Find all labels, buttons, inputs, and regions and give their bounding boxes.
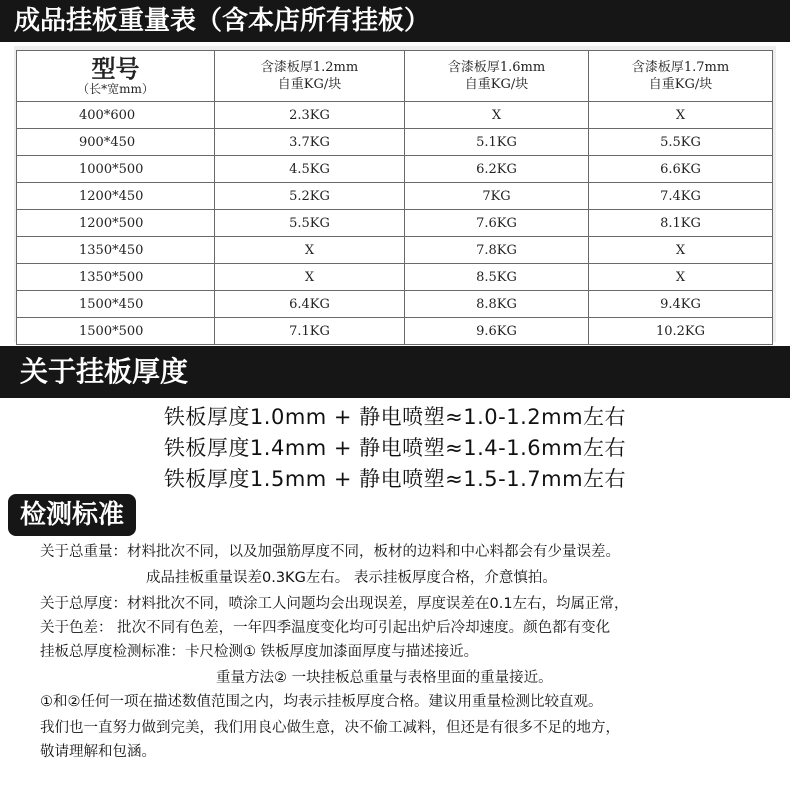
note-line: ①和②任何一项在描述数值范围之内，均表示挂板厚度合格。建议用重量检测比较直观。: [40, 694, 603, 710]
size-cell: 1350*500: [17, 264, 215, 291]
note-line: 重量方法② 一块挂板总重量与表格里面的重量接近。: [216, 670, 553, 686]
thickness-list: [0, 402, 790, 495]
thickness-heading: 关于挂板厚度: [0, 346, 790, 398]
table-row: [17, 102, 773, 129]
size-cell: 900*450: [17, 129, 215, 156]
table-row: [17, 291, 773, 318]
size-cell: 1350*450: [17, 237, 215, 264]
weight-cell: X: [405, 102, 589, 129]
header-col-1: [215, 51, 405, 102]
weight-cell: 5.1KG: [405, 129, 589, 156]
thickness-line: 铁板厚度1.0mm + 静电喷塑≈1.0-1.2mm左右: [163, 405, 627, 429]
weight-cell: X: [215, 264, 405, 291]
table-row: [17, 156, 773, 183]
weight-cell: X: [589, 264, 773, 291]
note-line: 敬请理解和包涵。: [40, 744, 156, 760]
weight-cell: 5.2KG: [215, 183, 405, 210]
weight-cell: 9.6KG: [405, 318, 589, 345]
weight-cell: 6.6KG: [589, 156, 773, 183]
header-model: [17, 51, 215, 102]
weight-cell: 6.2KG: [405, 156, 589, 183]
weight-table-panel: [14, 46, 776, 342]
size-cell: 1500*450: [17, 291, 215, 318]
weight-cell: X: [215, 237, 405, 264]
weight-table: [16, 50, 773, 345]
table-row: [17, 264, 773, 291]
weight-cell: 7.8KG: [405, 237, 589, 264]
note-line: 我们也一直努力做到完美，我们用良心做生意，决不偷工减料，但还是有很多不足的地方，: [40, 720, 620, 736]
weight-cell: 5.5KG: [589, 129, 773, 156]
weight-cell: X: [589, 102, 773, 129]
weight-cell: 6.4KG: [215, 291, 405, 318]
size-cell: 400*600: [17, 102, 215, 129]
weight-cell: 2.3KG: [215, 102, 405, 129]
weight-cell: 8.8KG: [405, 291, 589, 318]
size-cell: 1200*500: [17, 210, 215, 237]
header-col-2-unit: 自重KG/块: [464, 77, 529, 92]
weight-cell: 8.5KG: [405, 264, 589, 291]
note-line: 成品挂板重量误差0.3KG左右。 表示挂板厚度合格，介意慎拍。: [146, 570, 557, 586]
note-line: 关于总厚度：材料批次不同，喷涂工人问题均会出现误差，厚度误差在0.1左右，均属正常，: [40, 596, 629, 612]
size-cell: 1200*450: [17, 183, 215, 210]
header-col-2: [405, 51, 589, 102]
table-row: [17, 210, 773, 237]
table-header-row: [17, 51, 773, 102]
weight-cell: 7.6KG: [405, 210, 589, 237]
header-col-1-thickness: 含漆板厚1.2mm: [260, 60, 359, 75]
thickness-line: 铁板厚度1.4mm + 静电喷塑≈1.4-1.6mm左右: [163, 436, 627, 460]
note-line: 关于总重量：材料批次不同，以及加强筋厚度不同，板材的边料和中心料都会有少量误差。: [40, 544, 620, 560]
weight-cell: 7KG: [405, 183, 589, 210]
page-title: 成品挂板重量表（含本店所有挂板）: [0, 0, 790, 42]
note-line: 关于色差： 批次不同有色差，一年四季温度变化均可引起出炉后冷却速度。颜色都有变化: [40, 620, 611, 636]
weight-cell: 10.2KG: [589, 318, 773, 345]
size-cell: 1000*500: [17, 156, 215, 183]
header-model-label: 型号: [91, 54, 140, 83]
weight-cell: 3.7KG: [215, 129, 405, 156]
table-row: [17, 318, 773, 345]
size-cell: 1500*500: [17, 318, 215, 345]
weight-cell: 7.1KG: [215, 318, 405, 345]
weight-cell: X: [589, 237, 773, 264]
note-line: 挂板总厚度检测标准：卡尺检测① 铁板厚度加漆面厚度与描述接近。: [40, 644, 479, 660]
weight-cell: 9.4KG: [589, 291, 773, 318]
header-col-3-unit: 自重KG/块: [648, 77, 713, 92]
header-col-3: [589, 51, 773, 102]
thickness-line: 铁板厚度1.5mm + 静电喷塑≈1.5-1.7mm左右: [163, 467, 627, 491]
standard-heading: 检测标准: [8, 494, 136, 536]
header-col-3-thickness: 含漆板厚1.7mm: [631, 60, 730, 75]
weight-cell: 5.5KG: [215, 210, 405, 237]
table-row: [17, 129, 773, 156]
header-col-2-thickness: 含漆板厚1.6mm: [447, 60, 546, 75]
weight-cell: 7.4KG: [589, 183, 773, 210]
table-row: [17, 183, 773, 210]
weight-cell: 8.1KG: [589, 210, 773, 237]
table-row: [17, 237, 773, 264]
header-model-unit: （长*宽mm）: [77, 82, 154, 96]
header-col-1-unit: 自重KG/块: [277, 77, 342, 92]
weight-cell: 4.5KG: [215, 156, 405, 183]
